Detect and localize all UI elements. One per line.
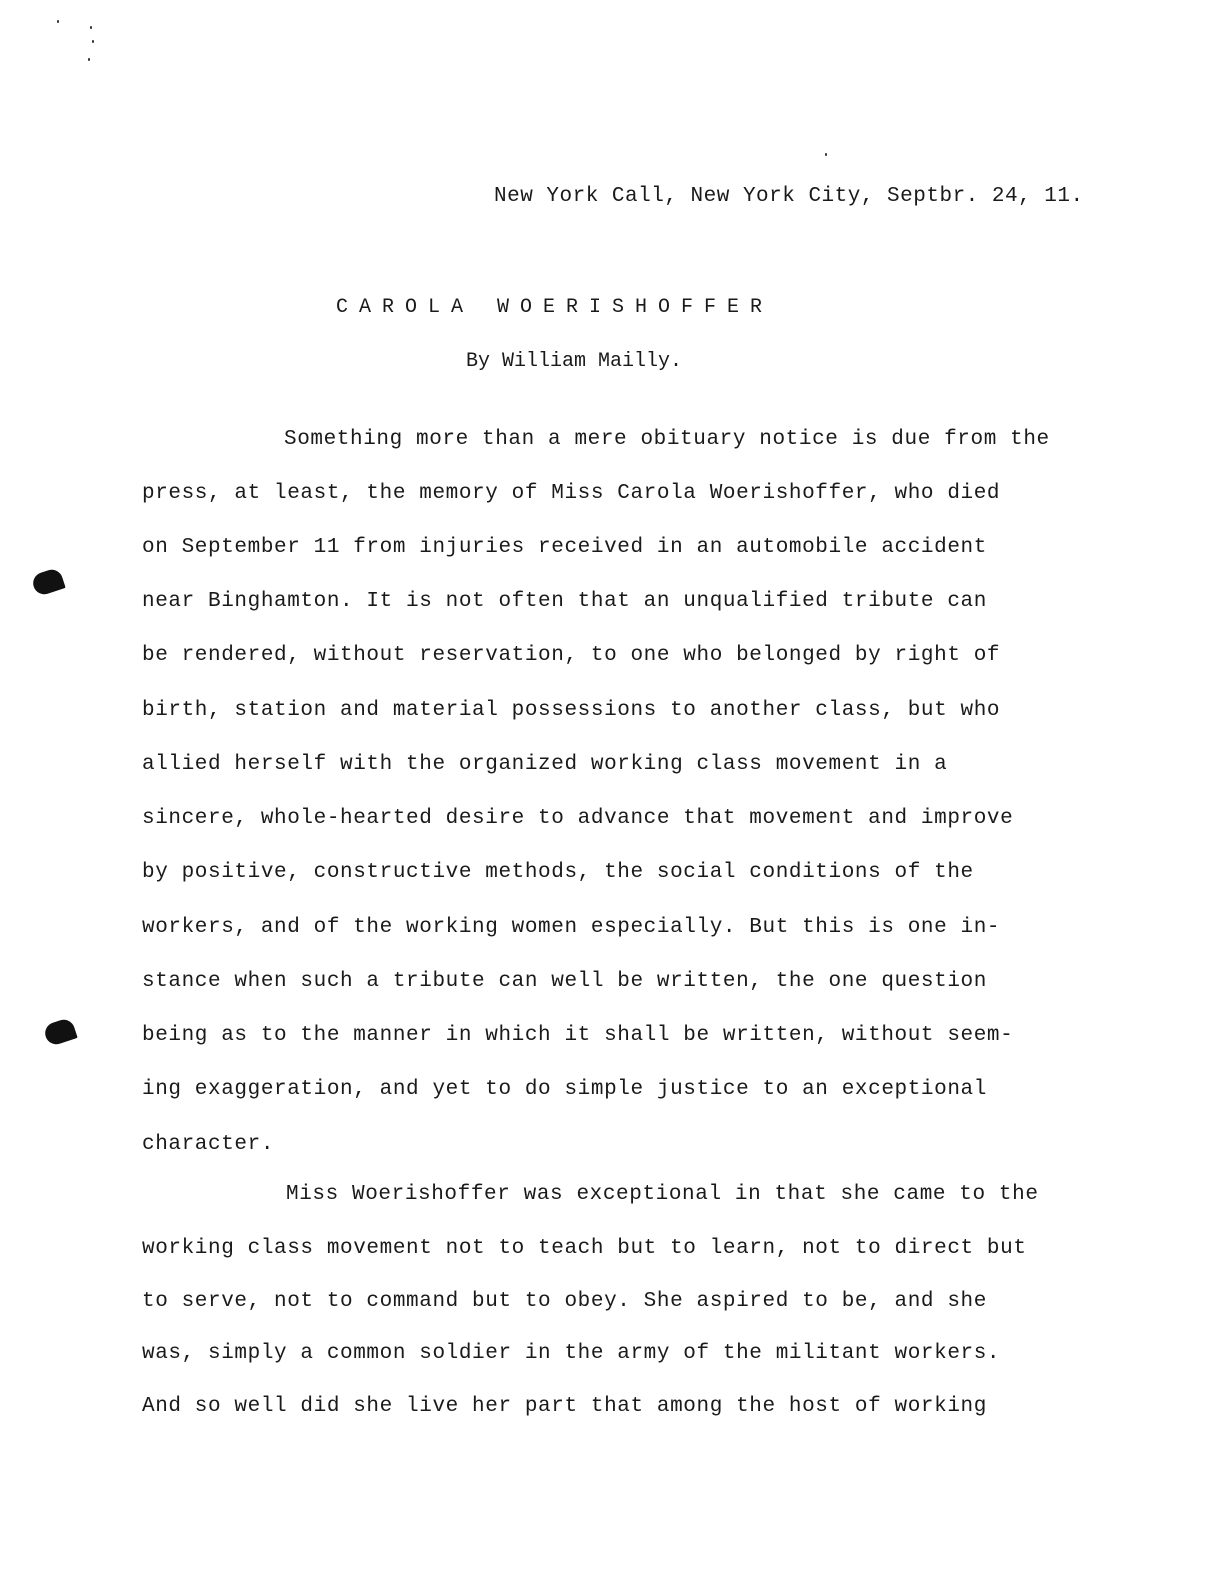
punch-hole-mark xyxy=(42,1017,77,1047)
text-line: stance when such a tribute can well be written, the one question xyxy=(142,970,987,993)
text-line: ing exaggeration, and yet to do simple justice to an exceptional xyxy=(142,1078,987,1101)
text-line: press, at least, the memory of Miss Carola Woerishoffer, who died xyxy=(142,482,1001,505)
text-line: Something more than a mere obituary notice is due from the xyxy=(284,428,1050,451)
text-line: be rendered, without reservation, to one who belonged by right of xyxy=(142,644,1001,667)
scan-speck xyxy=(92,40,94,43)
text-line: working class movement not to teach but to learn, not to direct but xyxy=(142,1237,1027,1260)
text-line: character. xyxy=(142,1133,275,1156)
text-line: workers, and of the working women especially. But this is one in- xyxy=(142,916,1001,939)
text-line: near Binghamton. It is not often that an unqualified tribute can xyxy=(142,590,987,613)
punch-hole-mark xyxy=(30,567,65,597)
scan-speck xyxy=(90,26,92,29)
text-line: on September 11 from injuries received in an automobile accident xyxy=(142,536,987,559)
text-line: Miss Woerishoffer was exceptional in that she came to the xyxy=(286,1183,1039,1206)
text-line: by positive, constructive methods, the social conditions of the xyxy=(142,861,974,884)
text-line: sincere, whole-hearted desire to advance that movement and improve xyxy=(142,807,1014,830)
byline: By William Mailly. xyxy=(466,350,683,373)
scan-speck xyxy=(88,58,90,61)
text-line: allied herself with the organized working class movement in a xyxy=(142,753,948,776)
text-line: birth, station and material possessions to another class, but who xyxy=(142,699,1001,722)
scan-speck xyxy=(825,153,827,156)
text-line: And so well did she live her part that among the host of working xyxy=(142,1395,987,1418)
text-line: to serve, not to command but to obey. She aspired to be, and she xyxy=(142,1290,987,1313)
text-line: being as to the manner in which it shall be written, without seem- xyxy=(142,1024,1014,1047)
article-title: CAROLA WOERISHOFFER xyxy=(336,296,774,319)
scan-speck xyxy=(57,20,59,23)
dateline: New York Call, New York City, Septbr. 24, 11. xyxy=(494,185,1084,208)
text-line: was, simply a common soldier in the army of the militant workers. xyxy=(142,1342,1001,1365)
